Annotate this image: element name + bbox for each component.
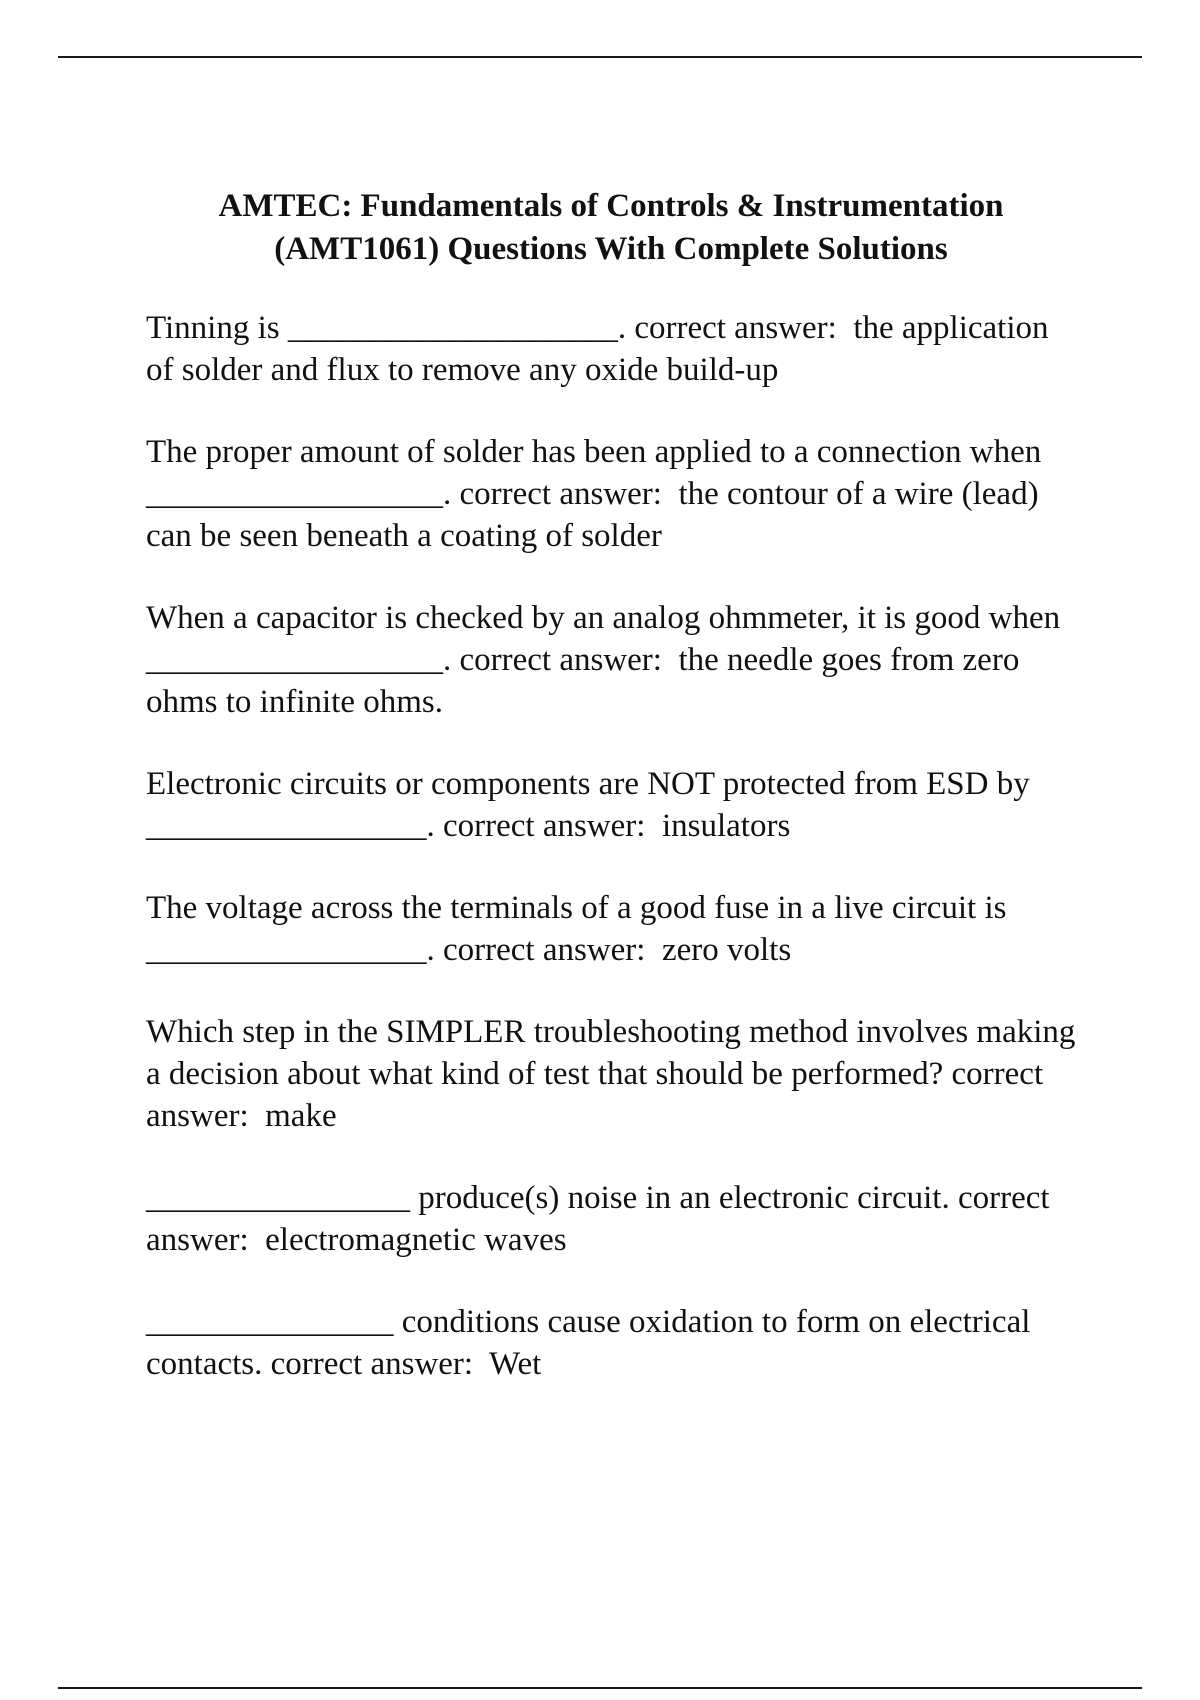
question-text: When a capacitor is checked by an analog ohmmeter, it is good when __________________. correct answer: bbox=[146, 600, 1061, 678]
answer-text: make bbox=[265, 1098, 337, 1134]
qa-item bbox=[146, 431, 1076, 557]
footer-rule bbox=[58, 1687, 1142, 1689]
question-text: The proper amount of solder has been applied to a connection when __________________. correct answer: bbox=[146, 434, 1042, 512]
title-line-1: AMTEC: Fundamentals of Controls & Instrumentation bbox=[218, 188, 1004, 224]
qa-item bbox=[146, 307, 1076, 391]
question-text: The voltage across the terminals of a good fuse in a live circuit is _________________. correct answer: bbox=[146, 890, 1007, 968]
qa-item bbox=[146, 887, 1076, 971]
answer-text: electromagnetic waves bbox=[265, 1222, 567, 1258]
answer-text: the needle goes from zero ohms to infinite ohms. bbox=[146, 642, 1020, 720]
document-title bbox=[146, 185, 1076, 271]
question-text: ________________ produce(s) noise in an electronic circuit. correct answer: bbox=[146, 1180, 1050, 1258]
qa-item bbox=[146, 763, 1076, 847]
answer-text: insulators bbox=[661, 808, 791, 844]
qa-item bbox=[146, 1301, 1076, 1385]
answer-text: Wet bbox=[489, 1346, 542, 1382]
header-rule bbox=[58, 56, 1142, 58]
question-text: Electronic circuits or components are NOT protected from ESD by _________________. correct answer: bbox=[146, 766, 1030, 844]
document-body bbox=[146, 185, 1076, 1385]
answer-text: the application of solder and flux to remove any oxide build-up bbox=[146, 310, 1049, 388]
title-line-2: (AMT1061) Questions With Complete Solutions bbox=[274, 231, 948, 267]
qa-item bbox=[146, 1177, 1076, 1261]
answer-text: zero volts bbox=[661, 932, 792, 968]
qa-item bbox=[146, 1011, 1076, 1137]
question-text: _______________ conditions cause oxidation to form on electrical contacts. correct answer: bbox=[146, 1304, 1031, 1382]
question-text: Tinning is ____________________. correct answer: bbox=[146, 310, 837, 346]
question-list bbox=[146, 307, 1076, 1385]
answer-text: the contour of a wire (lead) can be seen beneath a coating of solder bbox=[146, 476, 1039, 554]
question-text: Which step in the SIMPLER troubleshooting method involves making a decision about what kind of test that should be performed? correct answer: bbox=[146, 1014, 1076, 1134]
qa-item bbox=[146, 597, 1076, 723]
